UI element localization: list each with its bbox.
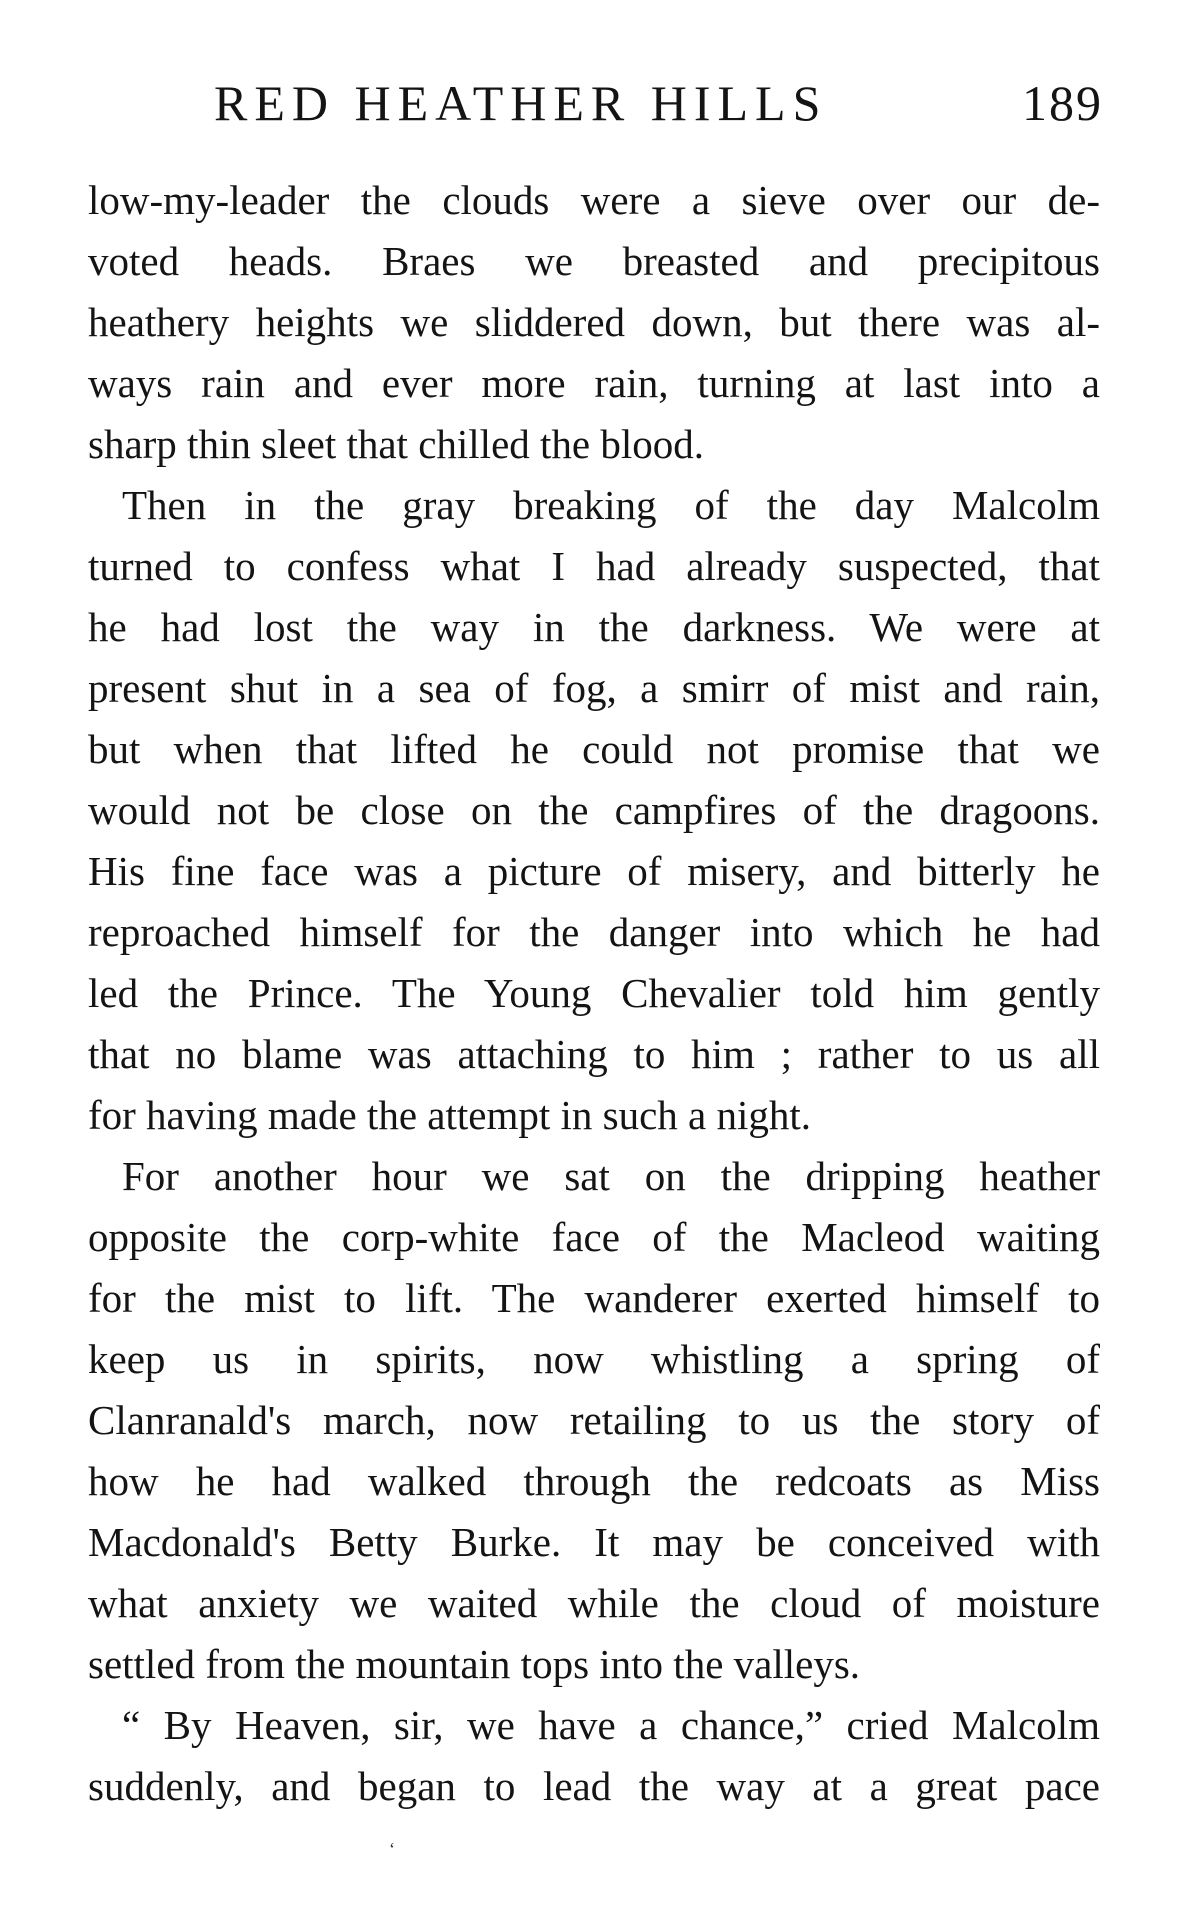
- paragraph: [88, 1695, 1100, 1817]
- paragraph: [88, 170, 1100, 475]
- text-line: voted heads. Braes we breasted and precipitous: [88, 238, 1100, 284]
- stray-ink-mark: ‘: [389, 1839, 395, 1859]
- text-line: reproached himself for the danger into which he had: [88, 909, 1100, 955]
- body-text: [88, 170, 1100, 1817]
- text-line: keep us in spirits, now whistling a spring of: [88, 1336, 1100, 1382]
- text-line: low-my-leader the clouds were a sieve over our de-: [88, 177, 1100, 223]
- text-line: but when that lifted he could not promise that we: [88, 726, 1100, 772]
- text-line: Clanranald's march, now retailing to us the story of: [88, 1397, 1100, 1443]
- text-line: His fine face was a picture of misery, and bitterly he: [88, 848, 1100, 894]
- text-line: turned to confess what I had already suspected, that: [88, 543, 1100, 589]
- text-line: would not be close on the campfires of the dragoons.: [88, 787, 1100, 833]
- text-line: led the Prince. The Young Chevalier told him gently: [88, 970, 1100, 1016]
- text-line: Macdonald's Betty Burke. It may be conceived with: [88, 1519, 1100, 1565]
- text-line: what anxiety we waited while the cloud of moisture: [88, 1580, 1100, 1626]
- text-line: that no blame was attaching to him ; rather to us all: [88, 1031, 1100, 1077]
- running-head: [88, 72, 1103, 152]
- text-line: “ By Heaven, sir, we have a chance,” cried Malcolm: [122, 1702, 1100, 1748]
- paragraph: [88, 475, 1100, 1146]
- text-line: Then in the gray breaking of the day Malcolm: [122, 482, 1100, 528]
- text-line: heathery heights we sliddered down, but there was al-: [88, 299, 1100, 345]
- text-line: for the mist to lift. The wanderer exerted himself to: [88, 1275, 1100, 1321]
- text-line: present shut in a sea of fog, a smirr of mist and rain,: [88, 665, 1100, 711]
- text-line: ways rain and ever more rain, turning at last into a: [88, 360, 1100, 406]
- text-line: sharp thin sleet that chilled the blood.: [88, 421, 705, 467]
- page-number: 189: [1022, 75, 1103, 131]
- text-line: for having made the attempt in such a night.: [88, 1092, 812, 1138]
- text-line: suddenly, and began to lead the way at a great pace: [88, 1763, 1100, 1809]
- text-line: opposite the corp-white face of the Macleod waiting: [88, 1214, 1100, 1260]
- text-line: how he had walked through the redcoats as Miss: [88, 1458, 1100, 1504]
- text-line: he had lost the way in the darkness. We were at: [88, 604, 1100, 650]
- text-line: settled from the mountain tops into the valleys.: [88, 1641, 861, 1687]
- text-line: For another hour we sat on the dripping heather: [122, 1153, 1100, 1199]
- running-title: RED HEATHER HILLS: [214, 75, 828, 131]
- paragraph: [88, 1146, 1100, 1695]
